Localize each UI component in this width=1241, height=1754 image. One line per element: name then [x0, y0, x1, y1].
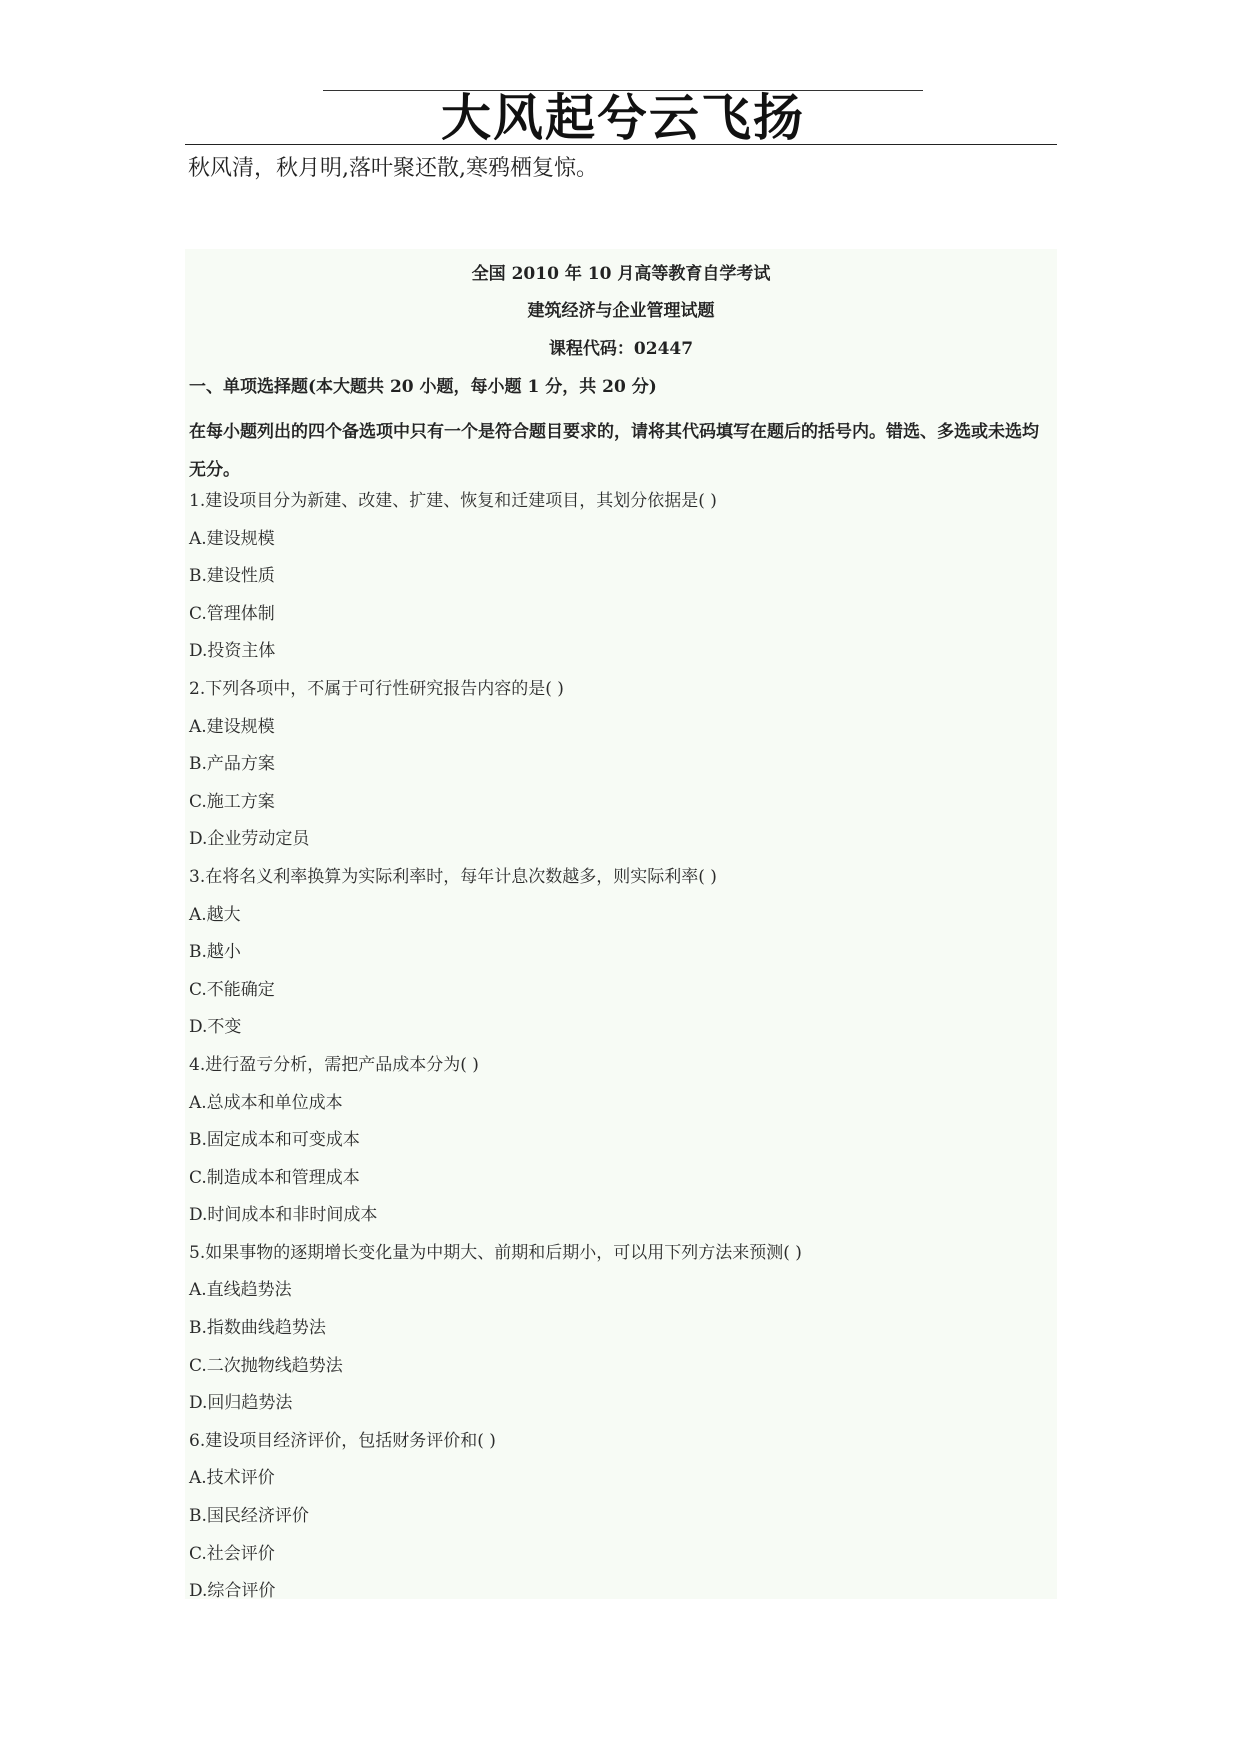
- option-c: C.施工方案: [189, 791, 275, 812]
- question-6: [189, 1428, 1053, 1616]
- banner-calligraphy: 大风起兮云飞扬: [441, 88, 805, 147]
- exam-title: 全国 2010 年 10 月高等教育自学考试: [471, 264, 771, 284]
- banner-bottom-rule: [185, 144, 1057, 145]
- question-stem: 5.如果事物的逐期增长变化量为中期大、前期和后期小，可以用下列方法来预测( ): [189, 1242, 802, 1263]
- option-c: C.二次抛物线趋势法: [189, 1355, 343, 1376]
- option-c: C.管理体制: [189, 603, 275, 624]
- option-c: C.不能确定: [189, 979, 275, 1000]
- option-b: B.越小: [189, 942, 241, 963]
- exam-subject: 建筑经济与企业管理试题: [527, 301, 715, 321]
- option-a: A.建设规模: [189, 528, 275, 549]
- question-5: [189, 1240, 1053, 1428]
- option-d: D.投资主体: [189, 641, 276, 662]
- option-d: D.回归趋势法: [189, 1393, 293, 1414]
- poem-line: 秋风清，秋月明,落叶聚还散,寒鸦栖复惊。: [188, 156, 598, 181]
- option-d: D.企业劳动定员: [189, 829, 310, 850]
- option-d: D.不变: [189, 1017, 242, 1038]
- option-b: B.国民经济评价: [189, 1506, 309, 1527]
- question-stem: 6.建设项目经济评价，包括财务评价和( ): [189, 1430, 496, 1451]
- question-4: [189, 1052, 1053, 1240]
- exam-paper: [185, 249, 1057, 1602]
- instructions: 在每小题列出的四个备选项中只有一个是符合题目要求的，请将其代码填写在题后的括号内。错选、多选或未选均无分。: [189, 422, 1039, 480]
- option-c: C.社会评价: [189, 1543, 275, 1564]
- option-b: B.建设性质: [189, 566, 275, 587]
- question-2: [189, 676, 1053, 864]
- question-list: [189, 488, 1053, 1616]
- section-title: 一、单项选择题(本大题共 20 小题，每小题 1 分，共 20 分): [189, 377, 657, 397]
- option-a: A.越大: [189, 904, 241, 925]
- question-stem: 1.建设项目分为新建、改建、扩建、恢复和迁建项目，其划分依据是( ): [189, 491, 717, 511]
- question-stem: 2.下列各项中，不属于可行性研究报告内容的是( ): [189, 678, 564, 699]
- question-stem: 3.在将名义利率换算为实际利率时，每年计息次数越多，则实际利率( ): [189, 866, 717, 887]
- option-d: D.时间成本和非时间成本: [189, 1205, 378, 1226]
- option-b: B.产品方案: [189, 754, 275, 775]
- option-d: D.综合评价: [189, 1581, 276, 1602]
- question-3: [189, 864, 1053, 1052]
- question-1: [189, 488, 1053, 676]
- option-c: C.制造成本和管理成本: [189, 1167, 360, 1188]
- option-a: A.直线趋势法: [189, 1280, 292, 1301]
- option-b: B.固定成本和可变成本: [189, 1130, 360, 1151]
- question-stem: 4.进行盈亏分析，需把产品成本分为( ): [189, 1054, 479, 1075]
- option-a: A.总成本和单位成本: [189, 1092, 343, 1113]
- course-code: 课程代码：02447: [548, 339, 694, 359]
- option-a: A.建设规模: [189, 716, 275, 737]
- option-a: A.技术评价: [189, 1468, 275, 1489]
- option-b: B.指数曲线趋势法: [189, 1318, 326, 1339]
